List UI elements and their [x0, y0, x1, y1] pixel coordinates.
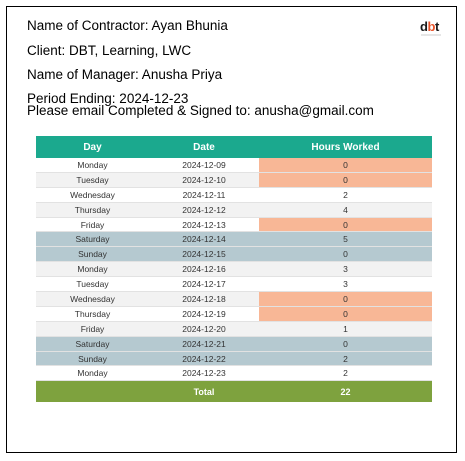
table-row — [36, 366, 432, 381]
date-cell: 2024-12-10 — [149, 172, 259, 187]
hours-table — [36, 136, 432, 402]
timesheet-page — [6, 6, 457, 453]
hours-cell: 3 — [259, 262, 432, 277]
table-row — [36, 321, 432, 336]
date-cell: 2024-12-22 — [149, 351, 259, 366]
date-cell: 2024-12-19 — [149, 306, 259, 321]
day-cell: Thursday — [36, 306, 149, 321]
date-cell: 2024-12-17 — [149, 277, 259, 292]
total-row — [36, 381, 432, 403]
logo-letter-d: d — [420, 19, 428, 34]
date-cell: 2024-12-16 — [149, 262, 259, 277]
contractor-name: Name of Contractor: Ayan Bhunia — [27, 18, 228, 33]
hours-cell: 2 — [259, 366, 432, 381]
hours-cell: 5 — [259, 232, 432, 247]
day-cell: Monday — [36, 366, 149, 381]
total-label: Total — [149, 381, 259, 403]
manager-name: Name of Manager: Anusha Priya — [27, 67, 223, 82]
date-cell: 2024-12-23 — [149, 366, 259, 381]
email-instruction: Please email Completed & Signed to: anusha@gmail.com — [27, 103, 374, 118]
day-cell: Saturday — [36, 232, 149, 247]
table-row — [36, 202, 432, 217]
day-cell: Friday — [36, 321, 149, 336]
table-row — [36, 247, 432, 262]
day-cell: Sunday — [36, 351, 149, 366]
table-row — [36, 306, 432, 321]
date-cell: 2024-12-11 — [149, 187, 259, 202]
column-header-day: Day — [36, 136, 149, 158]
day-cell: Wednesday — [36, 292, 149, 307]
total-spacer — [36, 381, 149, 403]
hours-cell: 0 — [259, 172, 432, 187]
table-row — [36, 187, 432, 202]
hours-cell: 0 — [259, 158, 432, 172]
hours-cell: 2 — [259, 187, 432, 202]
hours-cell: 4 — [259, 202, 432, 217]
date-cell: 2024-12-09 — [149, 158, 259, 172]
dbt-logo — [420, 16, 442, 38]
period-ending: Period Ending: 2024-12-23 — [27, 91, 189, 106]
logo-letter-t: t — [435, 19, 440, 34]
hours-cell: 0 — [259, 217, 432, 232]
hours-cell: 1 — [259, 321, 432, 336]
day-cell: Sunday — [36, 247, 149, 262]
table-row — [36, 277, 432, 292]
hours-cell: 0 — [259, 292, 432, 307]
table-row — [36, 158, 432, 172]
day-cell: Friday — [36, 217, 149, 232]
day-cell: Monday — [36, 158, 149, 172]
table-row — [36, 292, 432, 307]
date-cell: 2024-12-18 — [149, 292, 259, 307]
date-cell: 2024-12-12 — [149, 202, 259, 217]
table-row — [36, 172, 432, 187]
table-row — [36, 351, 432, 366]
hours-cell: 3 — [259, 277, 432, 292]
column-header-hours: Hours Worked — [259, 136, 432, 158]
table-header-row — [36, 136, 432, 158]
date-cell: 2024-12-15 — [149, 247, 259, 262]
day-cell: Tuesday — [36, 277, 149, 292]
hours-cell: 0 — [259, 336, 432, 351]
column-header-date: Date — [149, 136, 259, 158]
table-row — [36, 232, 432, 247]
hours-cell: 0 — [259, 306, 432, 321]
hours-cell: 0 — [259, 247, 432, 262]
logo-letter-b: b — [427, 19, 436, 34]
day-cell: Monday — [36, 262, 149, 277]
day-cell: Wednesday — [36, 187, 149, 202]
table-row — [36, 262, 432, 277]
day-cell: Saturday — [36, 336, 149, 351]
date-cell: 2024-12-21 — [149, 336, 259, 351]
date-cell: 2024-12-14 — [149, 232, 259, 247]
day-cell: Thursday — [36, 202, 149, 217]
table-row — [36, 336, 432, 351]
date-cell: 2024-12-20 — [149, 321, 259, 336]
client-name: Client: DBT, Learning, LWC — [27, 43, 192, 58]
hours-cell: 2 — [259, 351, 432, 366]
total-value: 22 — [259, 381, 432, 403]
table-row — [36, 217, 432, 232]
day-cell: Tuesday — [36, 172, 149, 187]
date-cell: 2024-12-13 — [149, 217, 259, 232]
